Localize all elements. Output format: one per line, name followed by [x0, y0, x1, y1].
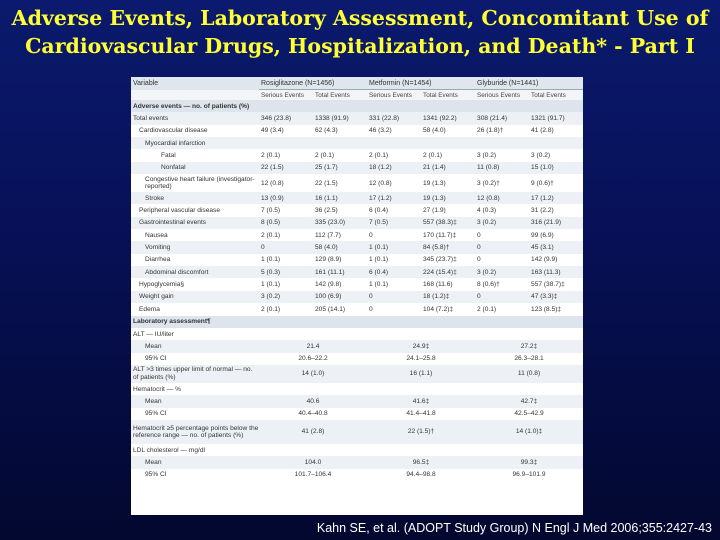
row-value: 1338 (91.9) [313, 112, 367, 124]
row-value: 58 (4.0) [313, 241, 367, 253]
row-value: 42.5–42.9 [514, 410, 544, 418]
table-panel [131, 77, 583, 515]
row-value: 308 (21.4) [475, 112, 529, 124]
subheader-cell: Serious Events [367, 90, 421, 101]
slide-title [0, 4, 720, 60]
row-label: Myocardial infarction [131, 137, 259, 149]
row-label: Abdominal discomfort [131, 266, 259, 278]
table-row [131, 456, 583, 468]
row-value: 7 (0.5) [367, 217, 421, 229]
row-value: 1341 (92.2) [421, 112, 475, 124]
table-row [131, 444, 583, 456]
row-value: 31 (2.2) [531, 207, 554, 215]
row-label: Total events [131, 112, 259, 124]
row-value [259, 383, 367, 395]
row-value [259, 328, 367, 340]
row-label: ALT — IU/liter [133, 330, 174, 338]
row-value: 12 (0.8) [369, 179, 392, 187]
row-value: 40.6 [259, 395, 367, 407]
row-label: Mean [131, 340, 259, 352]
row-value: 25 (1.7) [313, 162, 367, 174]
row-value: 46 (3.2) [369, 127, 392, 135]
table-row [131, 408, 583, 420]
row-value: 101.7–106.4 [294, 471, 332, 479]
row-value: 2 (0.1) [369, 152, 389, 160]
slide-title-line-2: Cardiovascular Drugs, Hospitalization, and Death* - Part I [25, 34, 695, 58]
row-value [367, 383, 475, 395]
row-value: 14 (1.0) [259, 365, 367, 383]
row-value: 22 (1.5)† [367, 420, 475, 444]
row-value: 58 (4.0) [423, 127, 446, 135]
row-value [259, 444, 367, 456]
row-label: 95% CI [145, 355, 167, 363]
row-label: Edema [139, 305, 160, 313]
row-value: 8 (0.6)† [477, 281, 500, 289]
row-value: 27.2‡ [475, 340, 583, 352]
row-value: 41.4–41.8 [406, 410, 436, 418]
table-row [131, 353, 583, 365]
row-value: 94.4–98.8 [406, 471, 436, 479]
row-value: 47 (3.3)‡ [529, 291, 583, 303]
adverse-events-table [131, 77, 583, 481]
row-value: 100 (6.9) [313, 291, 367, 303]
slide-title-line-1: Adverse Events, Laboratory Assessment, Concomitant Use of [11, 6, 709, 30]
row-value [367, 328, 475, 340]
section-label: Adverse events — no. of patients (%) [131, 100, 583, 112]
row-value: 2 (0.1) [315, 152, 335, 160]
row-value: 161 (11.1) [313, 266, 367, 278]
row-value: 13 (0.9) [259, 192, 313, 204]
header-group-glyburide: Glyburide (N=1441) [475, 77, 583, 90]
row-label: Weight gain [131, 291, 259, 303]
row-label: Mean [131, 395, 259, 407]
row-label: LDL cholesterol — mg/dl [133, 446, 205, 454]
row-value: 345 (23.7)‡ [423, 256, 457, 264]
subheader-cell: Serious Events [259, 90, 313, 101]
table-row [131, 340, 583, 352]
row-value: 12 (0.8) [261, 179, 284, 187]
row-value: 0 [477, 231, 481, 239]
row-value [367, 137, 421, 149]
row-label: Hematocrit — % [133, 385, 181, 393]
table-row [131, 328, 583, 340]
row-value: 4 (0.3) [477, 207, 497, 215]
table-row [131, 137, 583, 149]
row-value: 26.3–28.1 [514, 355, 544, 363]
row-value: 112 (7.7) [315, 231, 341, 239]
row-value: 18 (1.2) [367, 162, 421, 174]
table-row [131, 291, 583, 303]
row-value: 123 (8.5)‡ [531, 305, 562, 313]
row-value: 22 (1.5) [315, 179, 338, 187]
row-label: Hematocrit ≥5 percentage points below the reference range — no. of patients (%) [131, 420, 259, 444]
row-value: 1 (0.1) [369, 281, 389, 289]
table-header-row [131, 77, 583, 90]
table-row [131, 254, 583, 266]
table-row [131, 192, 583, 204]
laboratory-body [131, 316, 583, 481]
row-value [313, 137, 367, 149]
row-value: 15 (1.0) [529, 162, 583, 174]
row-value [475, 328, 583, 340]
header-group-metformin: Metformin (N=1454) [367, 77, 475, 90]
row-value: 129 (8.9) [315, 256, 342, 264]
row-value: 3 (0.2) [477, 152, 497, 160]
row-value: 0 [367, 291, 421, 303]
table-row [131, 395, 583, 407]
adverse-events-body [131, 100, 583, 316]
table-row [131, 162, 583, 174]
table-row [131, 125, 583, 137]
row-value: 26 (1.8)† [477, 127, 504, 135]
row-value: 104 (7.2)‡ [423, 305, 454, 313]
table-row [131, 217, 583, 229]
row-value: 1 (0.1) [261, 281, 281, 289]
row-value: 2 (0.1) [261, 152, 281, 160]
row-value: 22 (1.5) [259, 162, 313, 174]
row-value: 1321 (91.7) [529, 112, 583, 124]
row-value: 168 (11.6) [423, 281, 453, 289]
section-label: Laboratory assessment¶ [131, 316, 583, 328]
row-value: 21.4 [259, 340, 367, 352]
row-value: 0 [369, 305, 373, 313]
table-row [131, 278, 583, 290]
row-value: 96.5‡ [367, 456, 475, 468]
table-row [131, 229, 583, 241]
row-label: Cardiovascular disease [139, 127, 208, 135]
row-label: Fatal [161, 152, 176, 160]
row-value: 41 (2.8) [259, 420, 367, 444]
row-value: 11 (0.8) [475, 365, 583, 383]
row-value: 0 [369, 231, 373, 239]
row-value: 9 (0.6)† [531, 179, 554, 187]
row-value: 0 [475, 291, 529, 303]
row-label: Vomiting [131, 241, 259, 253]
row-value: 224 (15.4)‡ [421, 266, 475, 278]
row-value: 557 (38.7)‡ [531, 281, 565, 289]
header-group-rosiglitazone: Rosiglitazone (N=1456) [259, 77, 367, 90]
row-value: 16 (1.1) [367, 365, 475, 383]
row-value: 316 (21.9) [529, 217, 583, 229]
row-value: 3 (0.2) [531, 152, 551, 160]
row-value: 3 (0.2) [475, 266, 529, 278]
row-value: 6 (0.4) [367, 266, 421, 278]
subheader-cell: Total Events [313, 90, 367, 101]
citation: Kahn SE, et al. (ADOPT Study Group) N Engl J Med 2006;355:2427-43 [316, 521, 712, 535]
row-label: Diarrhea [145, 256, 171, 264]
row-label: Mean [131, 456, 259, 468]
row-label: 95% CI [145, 410, 167, 418]
row-value: 3 (0.2)† [477, 179, 500, 187]
table-row [131, 149, 583, 161]
row-value: 3 (0.2) [475, 217, 529, 229]
table-row [131, 365, 583, 383]
row-label: Nausea [145, 231, 168, 239]
row-value: 84 (5.8)† [421, 241, 475, 253]
row-value: 6 (0.4) [369, 207, 389, 215]
row-value: 205 (14.1) [315, 305, 346, 313]
table-row [131, 383, 583, 395]
row-value: 1 (0.1) [367, 241, 421, 253]
row-value: 0 [259, 241, 313, 253]
row-value [475, 444, 583, 456]
row-value: 27 (1.9) [423, 207, 446, 215]
row-value: 36 (2.5) [315, 207, 338, 215]
row-value: 0 [477, 256, 481, 264]
row-value: 170 (11.7)‡ [423, 231, 457, 239]
row-value: 104.0 [259, 456, 367, 468]
row-value: 49 (3.4) [261, 127, 284, 135]
row-value: 142 (9.9) [531, 256, 558, 264]
row-value [529, 137, 583, 149]
row-label: Nonfatal [131, 162, 259, 174]
subheader-cell: Total Events [529, 90, 583, 101]
table-row [131, 420, 583, 444]
row-value [475, 383, 583, 395]
row-value: 1 (0.1) [261, 256, 281, 264]
row-label: ALT >3 times upper limit of normal — no. of patients (%) [131, 365, 259, 383]
row-value [475, 137, 529, 149]
subheader-cell: Total Events [421, 90, 475, 101]
row-value: 331 (22.8) [367, 112, 421, 124]
row-value: 99 (6.9) [531, 231, 554, 239]
row-value: 21 (1.4) [421, 162, 475, 174]
table-row [131, 112, 583, 124]
section-header-laboratory [131, 316, 583, 328]
row-value: 45 (3.1) [529, 241, 583, 253]
table-row [131, 266, 583, 278]
table-row [131, 303, 583, 315]
row-value: 2 (0.1) [261, 305, 281, 313]
row-value: 99.3‡ [475, 456, 583, 468]
row-value: 17 (1.2) [529, 192, 583, 204]
header-variable: Variable [131, 77, 259, 90]
row-value: 14 (1.0)‡ [475, 420, 583, 444]
row-value: 12 (0.8) [475, 192, 529, 204]
row-value: 346 (23.8) [259, 112, 313, 124]
table-row [131, 204, 583, 216]
row-value: 1 (0.1) [369, 256, 389, 264]
row-value: 163 (11.3) [529, 266, 583, 278]
table-row [131, 174, 583, 192]
row-value: 62 (4.3) [315, 127, 338, 135]
row-value: 20.6–22.2 [298, 355, 328, 363]
table-row [131, 241, 583, 253]
row-value: 24.1–25.8 [406, 355, 436, 363]
table-subheader-row [131, 90, 583, 101]
row-value: 142 (9.8) [315, 281, 342, 289]
row-value: 8 (0.5) [259, 217, 313, 229]
row-value: 557 (38.3)‡ [421, 217, 475, 229]
row-label: 95% CI [145, 471, 167, 479]
row-value: 335 (23.0) [313, 217, 367, 229]
row-label: Gastrointestinal events [131, 217, 259, 229]
row-label: Hypoglycemia§ [139, 281, 185, 289]
row-value: 2 (0.1) [477, 305, 497, 313]
row-value: 19 (1.3) [421, 192, 475, 204]
row-value: 18 (1.2)‡ [421, 291, 475, 303]
row-value: 41 (2.8) [531, 127, 554, 135]
subheader-cell: Serious Events [475, 90, 529, 101]
row-value: 5 (0.3) [259, 266, 313, 278]
row-value: 41.6‡ [367, 395, 475, 407]
row-value: 16 (1.1) [313, 192, 367, 204]
row-value: 42.7‡ [475, 395, 583, 407]
row-value: 11 (0.8) [475, 162, 529, 174]
row-value: 7 (0.5) [261, 207, 281, 215]
row-label: Stroke [131, 192, 259, 204]
row-value [259, 137, 313, 149]
row-value: 2 (0.1) [261, 231, 281, 239]
row-value: 17 (1.2) [367, 192, 421, 204]
row-value: 96.9–101.9 [512, 471, 546, 479]
row-label: Congestive heart failure (investigator-reported) [145, 175, 255, 191]
row-value [367, 444, 475, 456]
section-header-adverse-events [131, 100, 583, 112]
row-value: 40.4–40.8 [298, 410, 328, 418]
row-label: Peripheral vascular disease [139, 207, 220, 215]
row-value: 24.9‡ [367, 340, 475, 352]
row-value: 3 (0.2) [259, 291, 313, 303]
row-value: 0 [475, 241, 529, 253]
row-value: 2 (0.1) [423, 152, 443, 160]
row-value: 19 (1.3) [423, 179, 446, 187]
table-row [131, 469, 583, 481]
row-value [421, 137, 475, 149]
